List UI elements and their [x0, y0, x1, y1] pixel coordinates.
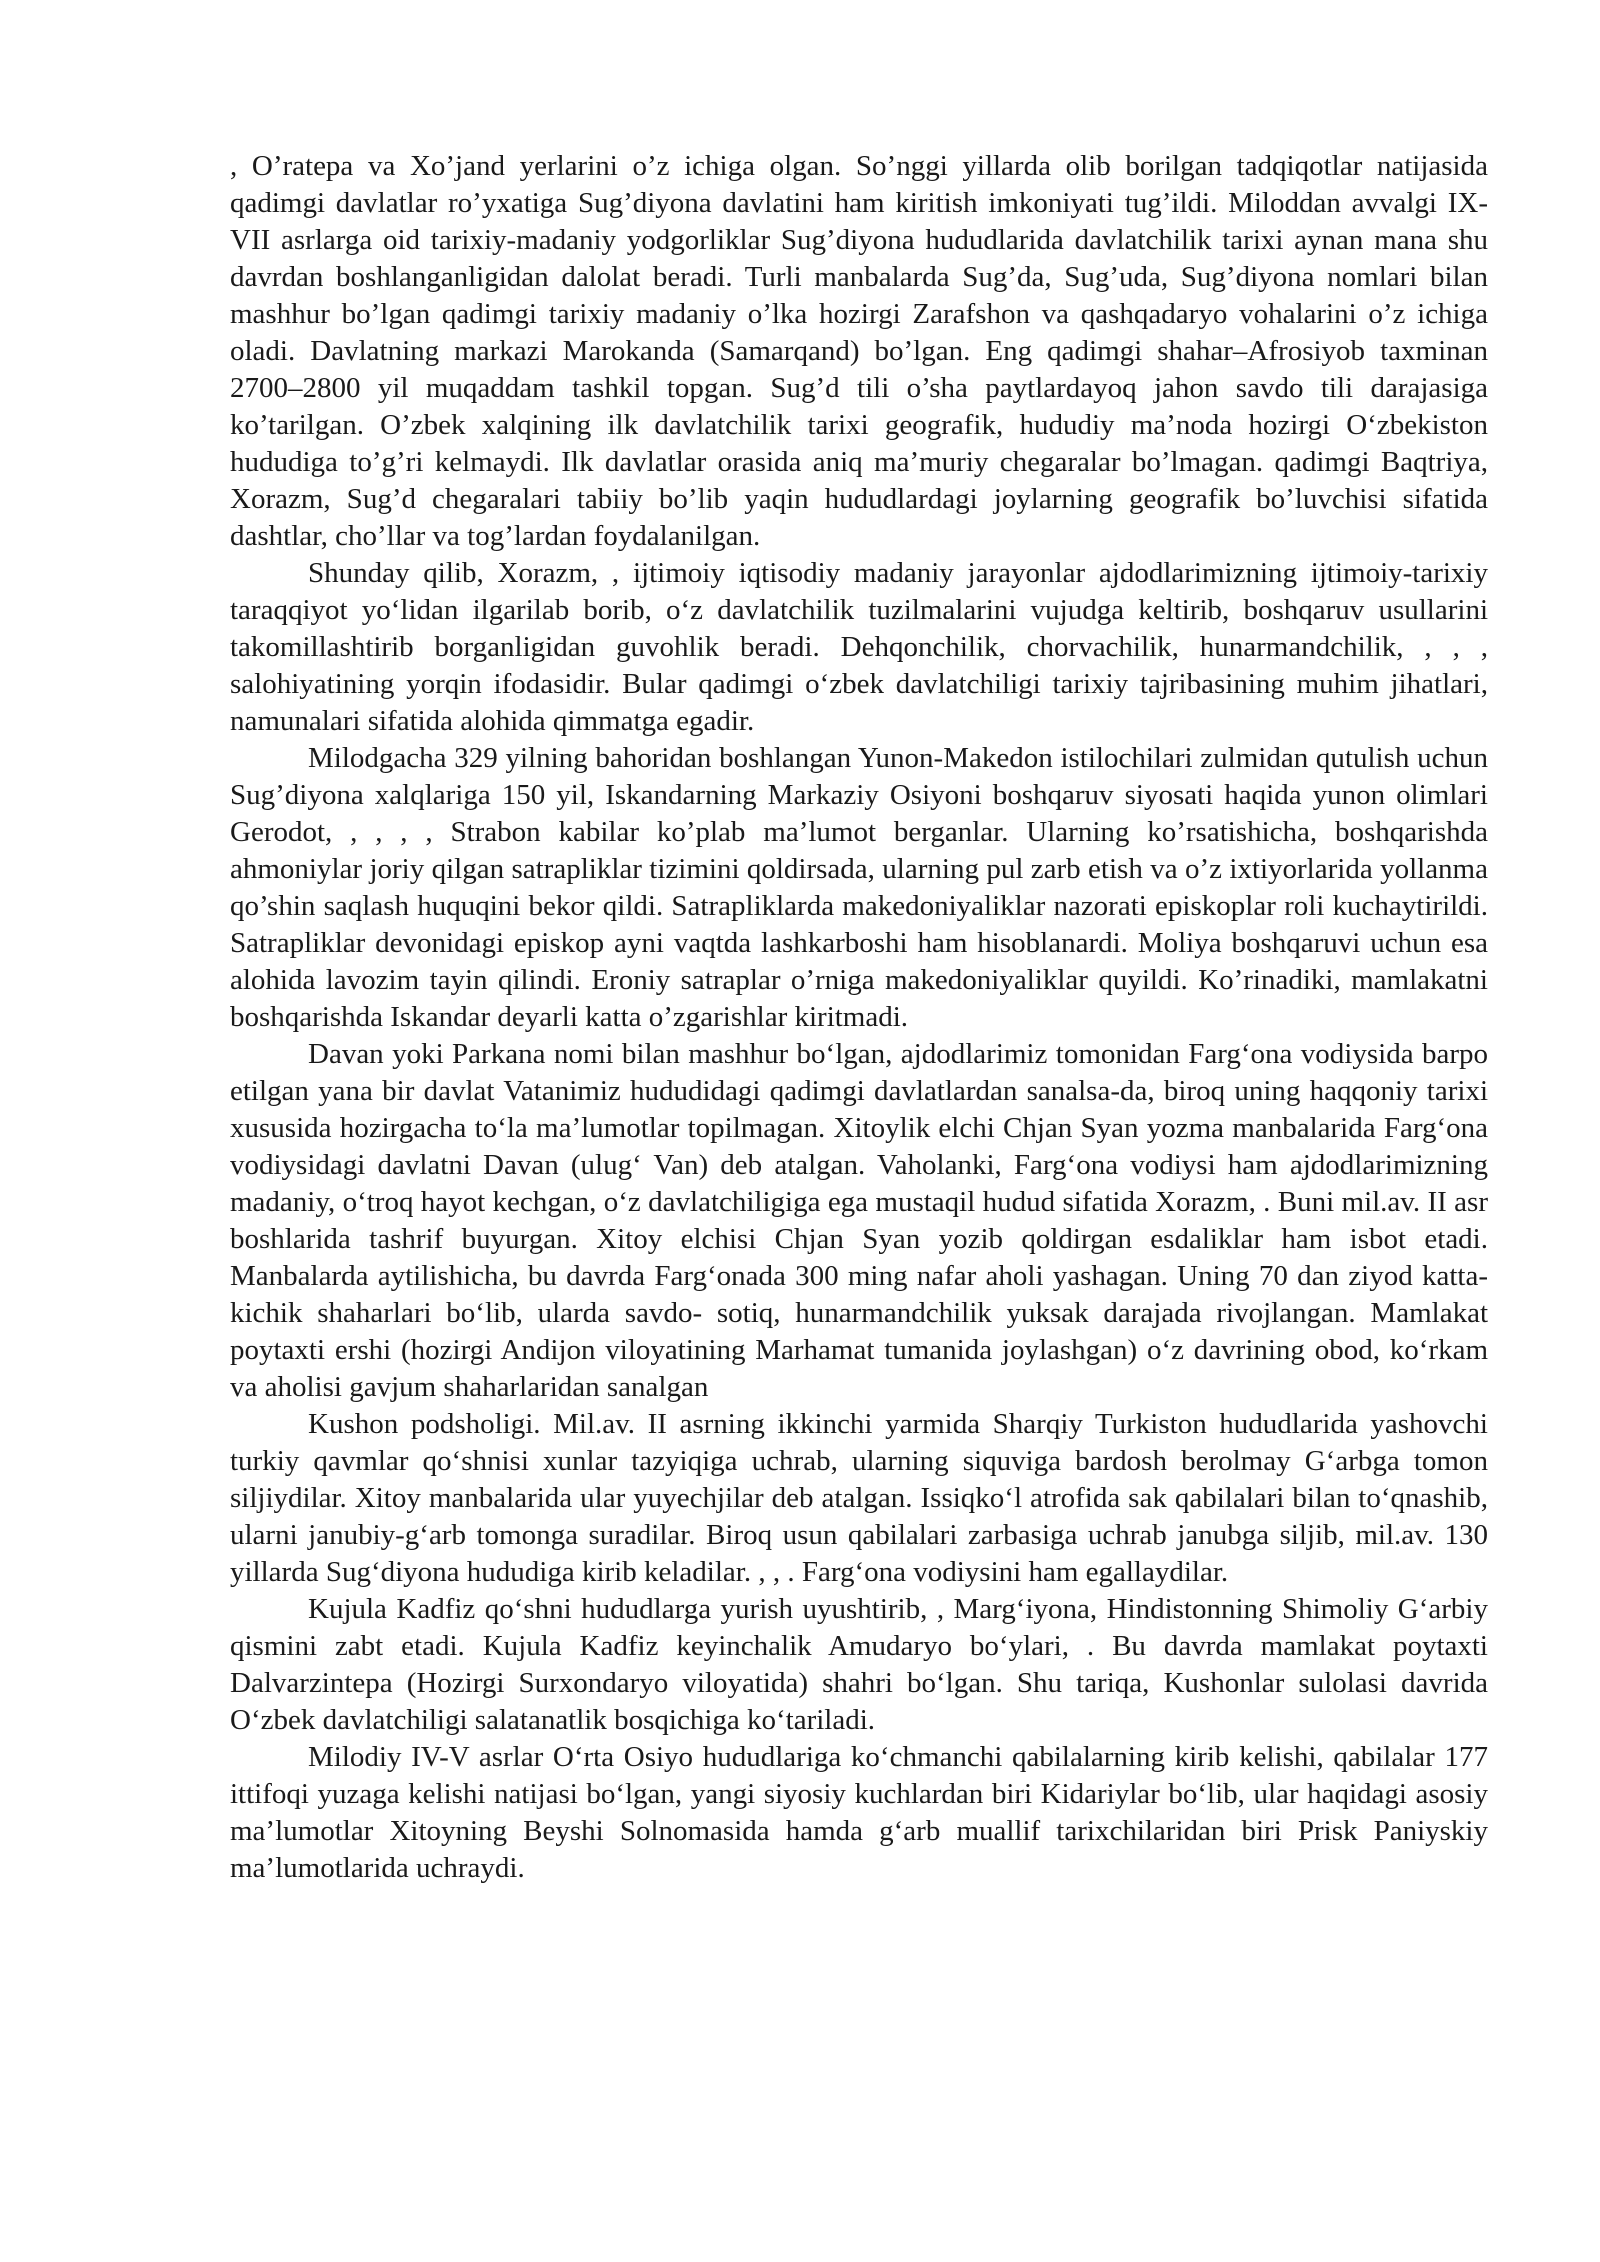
document-page — [230, 148, 1488, 1887]
paragraph-kushon: Kushon podsholigi. Mil.av. II asrning ikkinchi yarmida Sharqiy Turkiston hududlarida yashovchi turkiy qavmlar qo‘shnisi xunlar tazyiqiga uchrab, ularning siquviga bardosh berolmay G‘arbga tomon siljiydilar. Xitoy manbalarida ular yuyechjilar deb atalgan. Issiqko‘l atrofida sak qabilalari bilan to‘qnashib, ularni janubiy-g‘arb tomonga suradilar. Biroq usun qabilalari zarbasiga uchrab janubga siljib, mil.av. 130 yillarda Sug‘diyona hududiga kirib keladilar. , , . Farg‘ona vodiysini ham egallaydilar. — [230, 1408, 1488, 1588]
paragraph-yunon-makedon: Milodgacha 329 yilning bahoridan boshlangan Yunon-Makedon istilochilari zulmidan qutulish uchun Sug’diyona xalqlariga 150 yil, Iskandarning Markaziy Osiyoni boshqaruv siyosati haqida yunon olimlari Gerodot, , , , , Strabon kabilar ko’plab ma’lumot berganlar. Ularning ko’rsatishicha, boshqarishda ahmoniylar joriy qilgan satrapliklar tizimini qoldirsada, ularning pul zarb etish va o’z ixtiyorlarida yollanma qo’shin saqlash huquqini bekor qildi. Satrapliklarda makedoniyaliklar nazorati episkoplar roli kuchaytirildi. Satrapliklar devonidagi episkop ayni vaqtda lashkarboshi ham hisoblanardi. Moliya boshqaruvi uchun esa alohida lavozim tayin qilindi. Eroniy satraplar o’rniga makedoniyaliklar quyildi. Ko’rinadiki, mamlakatni boshqarishda Iskandar deyarli katta o’zgarishlar kiritmadi. — [230, 742, 1488, 1033]
paragraph-xorazm: Shunday qilib, Xorazm, , ijtimoiy iqtisodiy madaniy jarayonlar ajdodlarimizning ijtimoiy-tarixiy taraqqiyot yo‘lidan ilgarilab borib, o‘z davlatchilik tuzilmalarini vujudga keltirib, boshqaruv usullarini takomillashtirib borganligidan guvohlik beradi. Dehqonchilik, chorvachilik, hunarmandchilik, , , , salohiyatining yorqin ifodasidir. Bular qadimgi o‘zbek davlatchiligi tarixiy tajribasining muhim jihatlari, namunalari sifatida alohida qimmatga egadir. — [230, 557, 1488, 737]
paragraph-davan: Davan yoki Parkana nomi bilan mashhur bo‘lgan, ajdodlarimiz tomonidan Farg‘ona vodiysida barpo etilgan yana bir davlat Vatanimiz hududidagi qadimgi davlatlardan sanalsa-da, biroq uning haqqoniy tarixi xususida hozirgacha to‘la ma’lumotlar topilmagan. Xitoylik elchi Chjan Syan yozma manbalarida Farg‘ona vodiysidagi davlatni Davan (ulug‘ Van) deb atalgan. Vaholanki, Farg‘ona vodiysi ham ajdodlarimizning madaniy, o‘troq hayot kechgan, o‘z davlatchiligiga ega mustaqil hudud sifatida Xorazm, . Buni mil.av. II asr boshlarida tashrif buyurgan. Xitoy elchisi Chjan Syan yozib qoldirgan esdaliklar ham isbot etadi. Manbalarda aytilishicha, bu davrda Farg‘onada 300 ming nafar aholi yashagan. Uning 70 dan ziyod katta-kichik shaharlari bo‘lib, ularda savdo- sotiq, hunarmandchilik yuksak darajada rivojlangan. Mamlakat poytaxti ershi (hozirgi Andijon viloyatining Marhamat tumanida joylashgan) o‘z davrining obod, ko‘rkam va aholisi gavjum shaharlaridan sanalgan — [230, 1038, 1488, 1403]
paragraph-sugdiyona: , O’ratepa va Xo’jand yerlarini o’z ichiga olgan. So’nggi yillarda olib borilgan tadqiqotlar natijasida qadimgi davlatlar ro’yxatiga Sug’diyona davlatini ham kiritish imkoniyati tug’ildi. Miloddan avvalgi IX-VII asrlarga oid tarixiy-madaniy yodgorliklar Sug’diyona hududlarida davlatchilik tarixi aynan mana shu davrdan boshlanganligidan dalolat beradi. Turli manbalarda Sug’da, Sug’uda, Sug’diyona nomlari bilan mashhur bo’lgan qadimgi tarixiy madaniy o’lka hozirgi Zarafshon va qashqadaryo vohalarini o’z ichiga oladi. Davlatning markazi Marokanda (Samarqand) bo’lgan. Eng qadimgi shahar–Afrosiyob taxminan 2700–2800 yil muqaddam tashkil topgan. Sug’d tili o’sha paytlardayoq jahon savdo tili darajasiga ko’tarilgan. O’zbek xalqining ilk davlatchilik tarixi geografik, hududiy ma’noda hozirgi O‘zbekiston hududiga to’g’ri kelmaydi. Ilk davlatlar orasida aniq ma’muriy chegaralar bo’lmagan. qadimgi Baqtriya, Xorazm, Sug’d chegaralari tabiiy bo’lib yaqin hududlardagi joylarning geografik bo’luvchisi sifatida dashtlar, cho’llar va tog’lardan foydalanilgan. — [230, 150, 1488, 552]
paragraph-kidariylar: Milodiy IV-V asrlar O‘rta Osiyo hududlariga ko‘chmanchi qabilalarning kirib kelishi, qabilalar 177 ittifoqi yuzaga kelishi natijasi bo‘lgan, yangi siyosiy kuchlardan biri Kidariylar bo‘lib, ular haqidagi asosiy ma’lumotlar Xitoyning Beyshi Solnomasida hamda g‘arb muallif tarixchilaridan biri Prisk Paniyskiy ma’lumotlarida uchraydi. — [230, 1741, 1488, 1884]
paragraph-kujula-kadfiz: Kujula Kadfiz qo‘shni hududlarga yurish uyushtirib, , Marg‘iyona, Hindistonning Shimoliy G‘arbiy qismini zabt etadi. Kujula Kadfiz keyinchalik Amudaryo bo‘ylari, . Bu davrda mamlakat poytaxti Dalvarzintepa (Hozirgi Surxondaryo viloyatida) shahri bo‘lgan. Shu tariqa, Kushonlar sulolasi davrida O‘zbek davlatchiligi salatanatlik bosqichiga ko‘tariladi. — [230, 1593, 1488, 1736]
